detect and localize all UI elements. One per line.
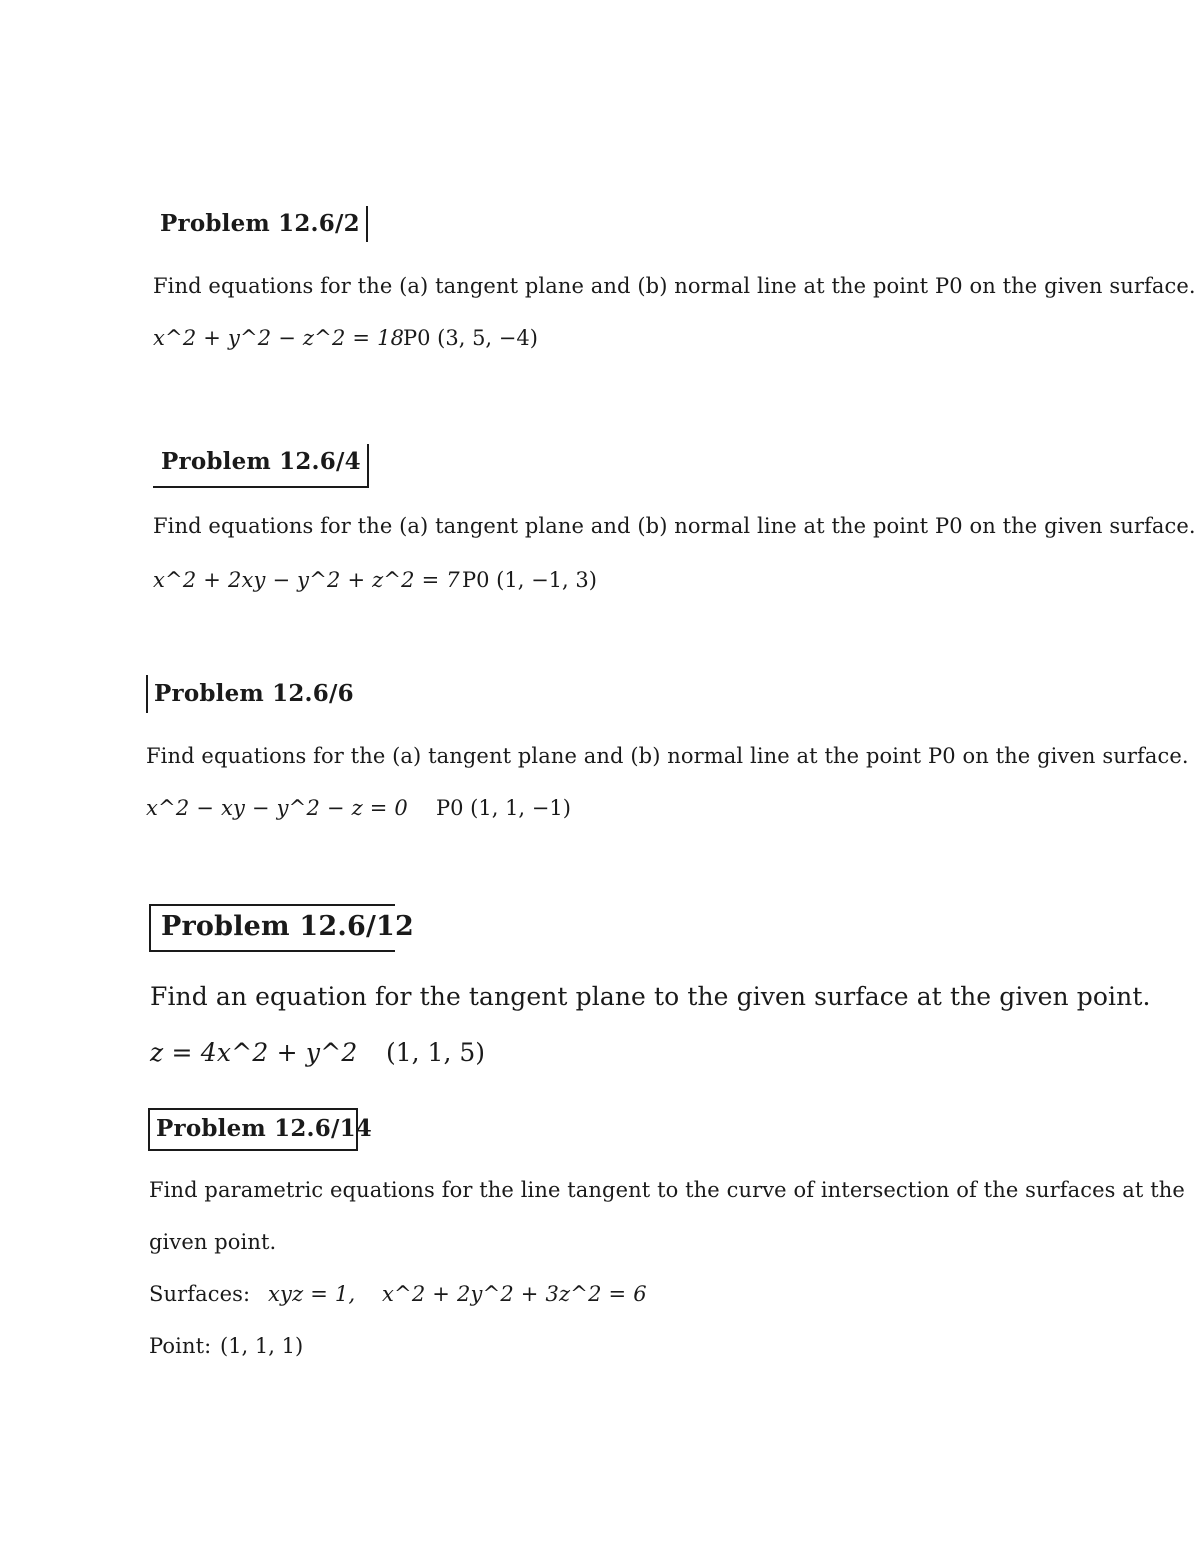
problem-4-statement: Find an equation for the tangent plane to the given surface at the given point. bbox=[150, 982, 1151, 1011]
problem-5-heading: Problem 12.6/14 bbox=[148, 1108, 358, 1151]
problem-1-equation: x^2 + y^2 − z^2 = 18 bbox=[153, 326, 405, 350]
problem-2-point: P0 (1, −1, 3) bbox=[462, 568, 597, 592]
problem-1-heading: Problem 12.6/2 bbox=[160, 206, 368, 242]
problem-4-heading: Problem 12.6/12 bbox=[149, 904, 395, 952]
problem-4-equation: z = 4x^2 + y^2 bbox=[150, 1038, 358, 1067]
problem-1-point: P0 (3, 5, −4) bbox=[403, 326, 538, 350]
problem-2-statement: Find equations for the (a) tangent plane and (b) normal line at the point P0 on the given surface. bbox=[153, 514, 1196, 538]
problem-3-point: P0 (1, 1, −1) bbox=[436, 796, 571, 820]
problem-3-heading: Problem 12.6/6 bbox=[146, 675, 354, 713]
problem-2-heading: Problem 12.6/4 bbox=[153, 444, 369, 488]
problem-5-surface-2: x^2 + 2y^2 + 3z^2 = 6 bbox=[382, 1282, 647, 1306]
problem-3-statement: Find equations for the (a) tangent plane and (b) normal line at the point P0 on the given surface. bbox=[146, 744, 1189, 768]
problem-5-statement-line2: given point. bbox=[149, 1230, 277, 1254]
problem-2-equation: x^2 + 2xy − y^2 + z^2 = 7 bbox=[153, 568, 460, 592]
problem-5-point-label: Point: bbox=[149, 1334, 212, 1358]
problem-3-equation: x^2 − xy − y^2 − z = 0 bbox=[146, 796, 408, 820]
problem-5-surface-1: xyz = 1, bbox=[268, 1282, 356, 1306]
problem-1-statement: Find equations for the (a) tangent plane and (b) normal line at the point P0 on the given surface. bbox=[153, 274, 1196, 298]
problem-4-point: (1, 1, 5) bbox=[386, 1038, 486, 1067]
problem-5-surfaces-label: Surfaces: bbox=[149, 1282, 251, 1306]
problem-5-point: (1, 1, 1) bbox=[220, 1334, 304, 1358]
problem-5-statement-line1: Find parametric equations for the line tangent to the curve of intersection of the surfaces at the bbox=[149, 1178, 1185, 1202]
